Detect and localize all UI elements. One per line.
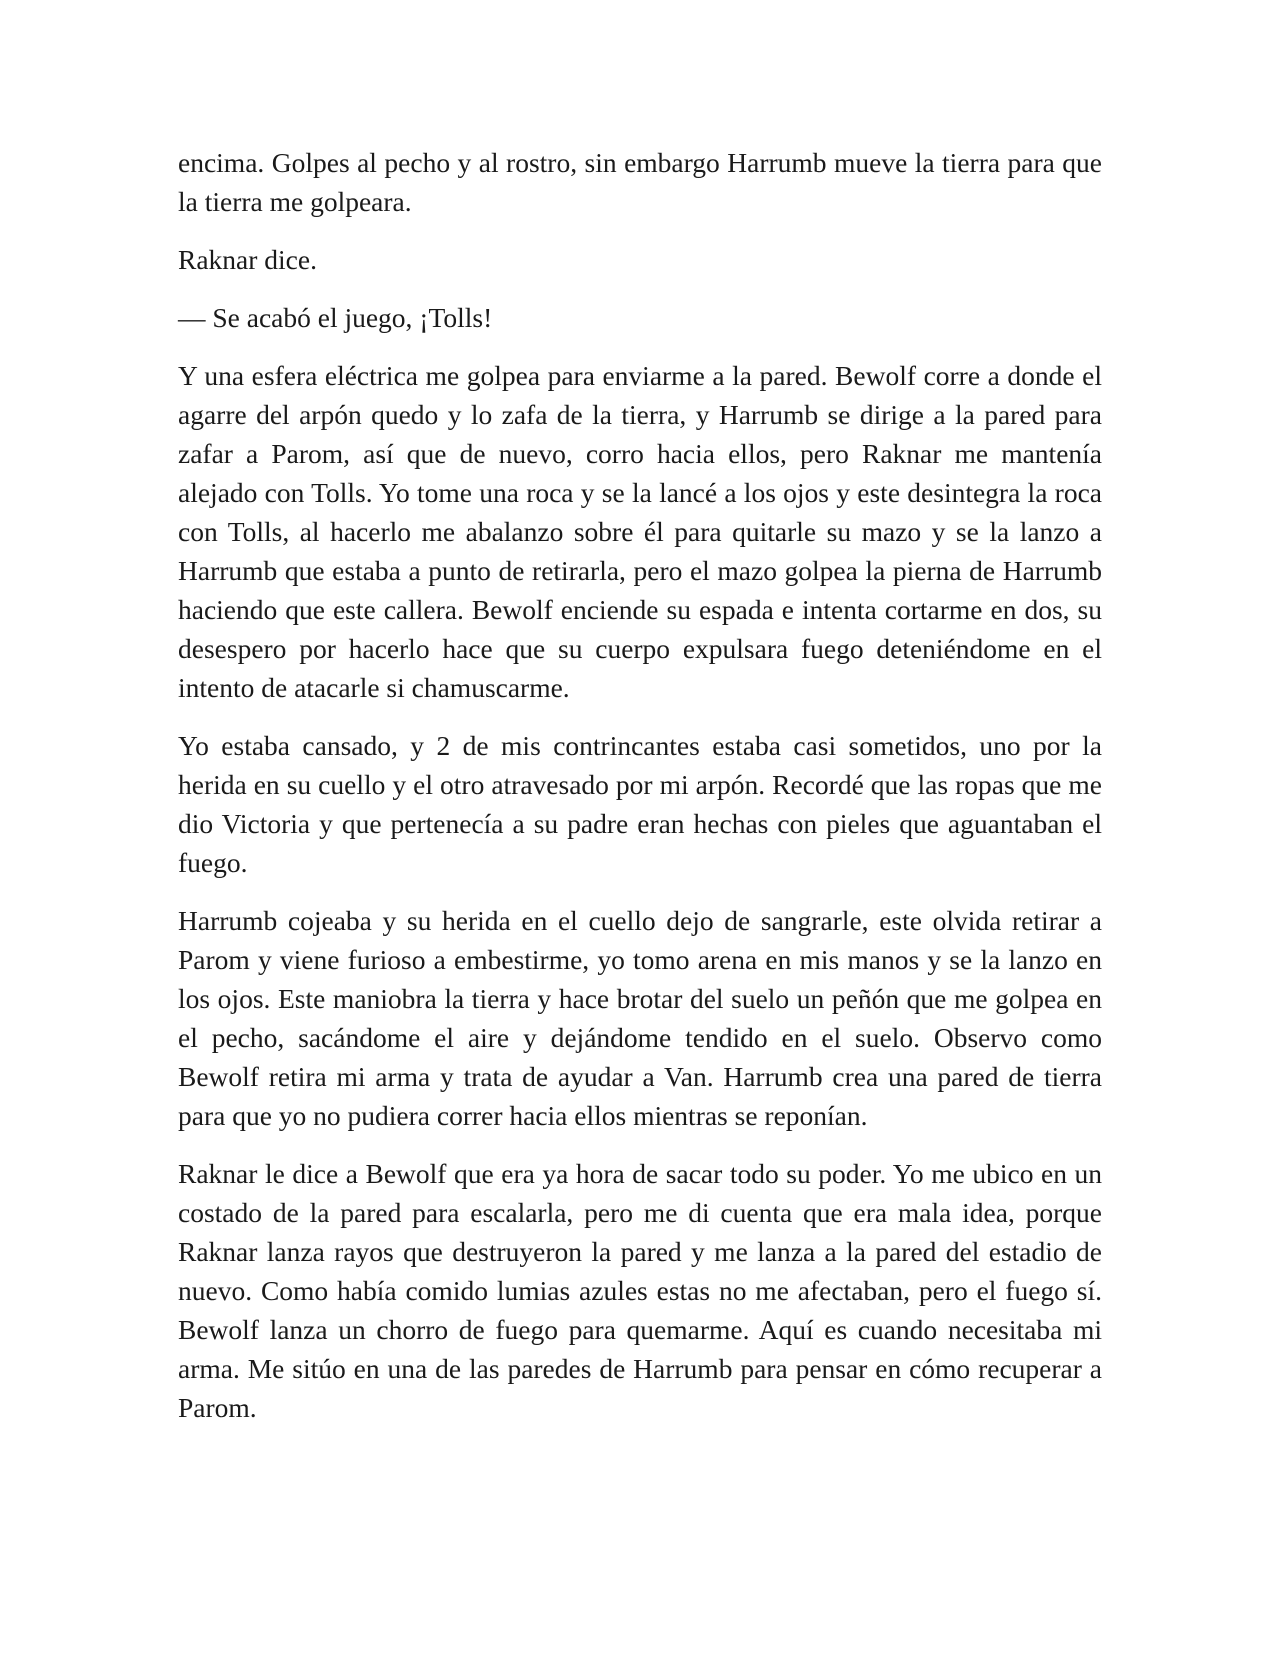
paragraph-5: Yo estaba cansado, y 2 de mis contrincantes estaba casi sometidos, uno por la herida en su cuello y el otro atravesado por mi arpón. Recordé que las ropas que me dio Victoria y que pertenecía a su padre eran hechas con pieles que aguantaban el fuego. (178, 730, 1102, 878)
paragraph-6: Harrumb cojeaba y su herida en el cuello dejo de sangrarle, este olvida retirar a Parom y viene furioso a embestirme, yo tomo arena en mis manos y se la lanzo en los ojos. Este maniobra la tierra y hace brotar del suelo un peñón que me golpea en el pecho, sacándome el aire y dejándome tendido en el suelo. Observo como Bewolf retira mi arma y trata de ayudar a Van. Harrumb crea una pared de tierra para que yo no pudiera correr hacia ellos mientras se reponían. (178, 905, 1102, 1131)
paragraph-1: encima. Golpes al pecho y al rostro, sin embargo Harrumb mueve la tierra para que la tierra me golpeara. (178, 147, 1102, 217)
paragraph-2: Raknar dice. (178, 244, 317, 275)
dialogue-line: — Se acabó el juego, ¡Tolls! (178, 302, 493, 333)
paragraph-7: Raknar le dice a Bewolf que era ya hora de sacar todo su poder. Yo me ubico en un costado de la pared para escalarla, pero me di cuenta que era mala idea, porque Raknar lanza rayos que destruyeron la pared y me lanza a la pared del estadio de nuevo. Como había comido lumias azules estas no me afectaban, pero el fuego sí. Bewolf lanza un chorro de fuego para quemarme. Aquí es cuando necesitaba mi arma. Me sitúo en una de las paredes de Harrumb para pensar en cómo recuperar a Parom. (178, 1158, 1102, 1423)
body-text (178, 143, 1102, 1446)
paragraph-4: Y una esfera eléctrica me golpea para enviarme a la pared. Bewolf corre a donde el agarre del arpón quedo y lo zafa de la tierra, y Harrumb se dirige a la pared para zafar a Parom, así que de nuevo, corro hacia ellos, pero Raknar me mantenía alejado con Tolls. Yo tome una roca y se la lancé a los ojos y este desintegra la roca con Tolls, al hacerlo me abalanzo sobre él para quitarle su mazo y se la lanzo a Harrumb que estaba a punto de retirarla, pero el mazo golpea la pierna de Harrumb haciendo que este callera. Bewolf enciende su espada e intenta cortarme en dos, su desespero por hacerlo hace que su cuerpo expulsara fuego deteniéndome en el intento de atacarle si chamuscarme. (178, 360, 1102, 703)
